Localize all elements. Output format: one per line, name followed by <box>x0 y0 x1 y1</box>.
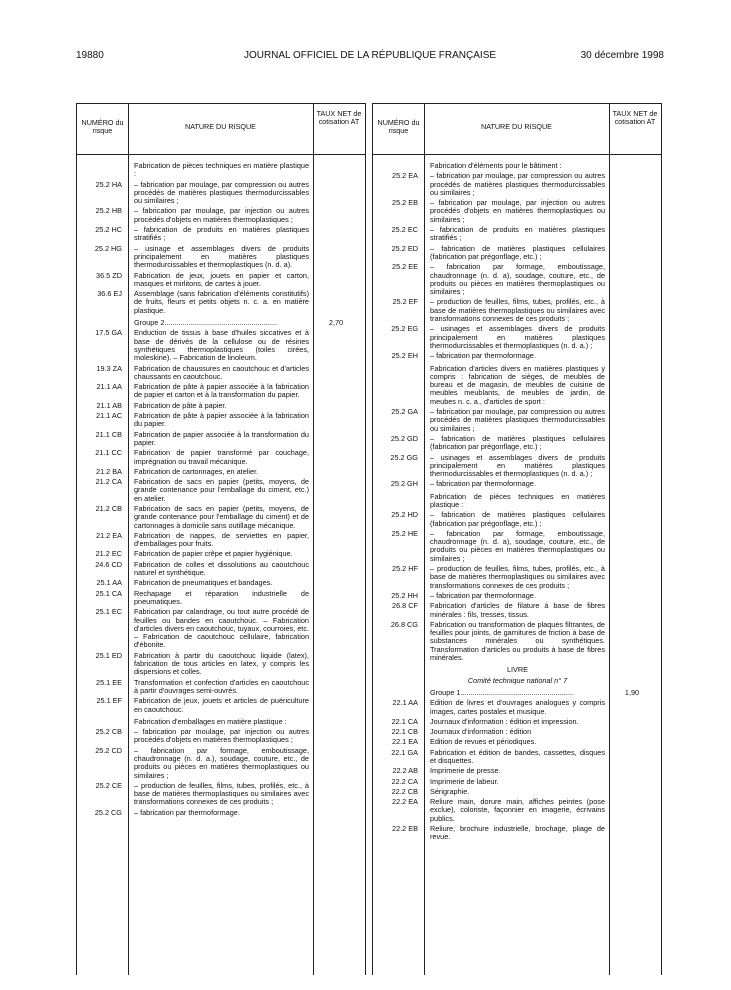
rate-value <box>609 162 655 170</box>
header-numero: NUMÉRO du risque <box>81 118 124 135</box>
risk-description: Edition de revues et périodiques. <box>430 737 537 747</box>
risk-description: Fabrication de jeux, jouets en papier et carton, masques et mirlitons, de cartes à jouer. <box>134 270 309 288</box>
risk-description: – fabrication de produits en matières plastiques stratifiés ; <box>430 225 605 243</box>
rate-value <box>313 245 359 270</box>
table-row <box>77 468 365 476</box>
rate-value <box>313 561 359 578</box>
risk-description: – fabrication par thermoformage. <box>430 479 536 489</box>
risk-description: Fabrication de pâte à papier. <box>134 400 227 410</box>
risk-description: – production de feuilles, films, tubes, profilés, etc., à base de matières thermoplastiques ou similaires avec transformations connexes de ces produits ; <box>430 297 605 324</box>
rate-value <box>313 449 359 466</box>
risk-description: Fabrication de papier transformé par couchage, imprégnation ou travail mécanique. <box>134 448 309 466</box>
risk-description: Fabrication de pneumatiques et bandages. <box>134 578 273 588</box>
rate-value <box>313 383 359 400</box>
table-row <box>373 728 661 736</box>
risk-code: 25.2 HG <box>94 243 122 253</box>
risk-description: Fabrication de chaussures en caoutchouc et d'articles chaussants en caoutchouc. <box>134 363 309 381</box>
risk-code <box>373 677 424 685</box>
rate-value <box>609 408 655 433</box>
risk-description: Reliure main, dorure main, affiches peintes (pose exclue), coloriste, façonnier en imagerie, écrivains publics. <box>430 797 605 823</box>
table-row <box>373 621 661 662</box>
risk-code: 21.2 CA <box>95 477 122 487</box>
risk-description: Groupe 2........................................................ <box>134 318 278 328</box>
risk-code: 26.8 CF <box>392 601 418 611</box>
risk-description: – production de feuilles, films, tubes, profilés, etc., à base de matières thermoplastiques ou similaires avec transformations connexes de ces produits ; <box>430 564 605 590</box>
rate-value <box>313 608 359 649</box>
risk-code: 17.5 GA <box>95 328 122 338</box>
risk-code: 22.1 AA <box>392 698 418 708</box>
table-row <box>373 778 661 786</box>
risk-description: Fabrication à partir du caoutchouc liquide (latex), fabrication de tous articles en latex, y compris les dispersions et colles. <box>134 650 309 677</box>
rate-value <box>609 245 655 262</box>
risk-description: Fabrication d'éléments pour le bâtiment : <box>430 161 562 170</box>
rate-value <box>609 325 655 350</box>
risk-description: Enduction de tissus à base d'huiles siccatives et à base de dérivés de la cellulose ou de résines synthétiques thermoplastiques (toiles cirées, moleskine). – Fabrication de linoleum. <box>134 328 309 363</box>
rate-value <box>609 435 655 452</box>
journal-title: JOURNAL OFFICIEL DE LA RÉPUBLIQUE FRANÇAISE <box>243 50 497 61</box>
table-row <box>373 298 661 323</box>
risk-code: 25.2 CE <box>95 780 122 790</box>
header-taux: TAUX NET de cotisation AT <box>612 109 658 126</box>
rate-value: 1,90 <box>624 687 640 697</box>
table-row <box>77 608 365 649</box>
risk-code <box>77 319 128 327</box>
rate-value <box>609 728 655 736</box>
risk-description: Imprimerie de labeur. <box>430 776 499 786</box>
risk-description: Fabrication de pâte à papier associée à la fabrication du papier. <box>134 411 309 429</box>
rate-value <box>609 677 655 685</box>
rate-value <box>609 825 655 842</box>
rate-value <box>609 565 655 590</box>
rate-value <box>313 329 359 362</box>
table-row <box>77 590 365 607</box>
table-row <box>77 809 365 817</box>
table-row <box>373 530 661 563</box>
risk-code: 36.6 EJ <box>97 289 122 299</box>
table-row <box>77 245 365 270</box>
risk-description: – fabrication par thermoformage. <box>430 351 536 361</box>
rate-value <box>609 365 655 406</box>
table-row <box>77 718 365 726</box>
table-row <box>77 319 365 327</box>
risk-code: 21.2 EC <box>95 549 122 559</box>
rate-value <box>313 290 359 315</box>
risk-code: 25.2 GH <box>390 479 418 489</box>
risk-description: – usinages et assemblages divers de produits principalement en matières plastiques thermodurcissables et thermoplastiques (n. d. a.) ; <box>430 452 605 479</box>
risk-description: Fabrication d'articles de filature à base de fibres minérales : fils, tresses, tissus. <box>430 601 605 619</box>
risk-description: Edition de livres et d'ouvrages analogues y compris images, cartes postales et musique. <box>430 698 605 716</box>
risk-description: – fabrication par formage, emboutissage, chaudronnage (n. d. a), soudage, couture, etc., de produits ou pièces en matières thermoplastiques ou similaires ; <box>430 262 605 297</box>
risk-description: Fabrication et édition de bandes, cassettes, disques et disquettes. <box>430 747 605 765</box>
table-row <box>373 699 661 716</box>
rate-value <box>609 511 655 528</box>
risk-code: 25.2 GD <box>390 433 418 443</box>
table-row <box>373 162 661 170</box>
table-row <box>77 652 365 677</box>
risk-code: 25.1 EC <box>95 607 122 617</box>
rate-value <box>313 550 359 558</box>
risk-code: 22.1 CB <box>391 727 418 737</box>
risk-description: – usinages et assemblages divers de produits principalement en matières plastiques thermodurcissables et thermoplastiques (n. d. a.) ; <box>430 324 605 350</box>
rate-value <box>313 272 359 289</box>
risk-description: Fabrication par calandrage, ou tout autre procédé de feuilles ou bandes en caoutchouc. – Fabrication d'articles divers en caoutchouc, tuyaux, courroies, etc. – Fabrication de caoutchouc cellulaire, fabrication d'ébonite. <box>134 607 309 650</box>
rate-value <box>313 679 359 696</box>
table-row <box>373 738 661 746</box>
risk-code <box>373 689 424 697</box>
risk-description: – production de feuilles, films, tubes, profilés, etc., à base de matières thermoplastiques ou similaires avec transformations connexes de ces produits ; <box>134 780 309 807</box>
table-header <box>77 103 365 155</box>
risk-code: 25.2 EF <box>392 297 418 307</box>
table-row <box>77 747 365 780</box>
risk-description: Rechapage et réparation industrielle de pneumatiques. <box>134 588 309 606</box>
header-numero: NUMÉRO du risque <box>377 118 420 135</box>
risk-code: 25.1 CA <box>95 588 122 598</box>
table-row <box>77 561 365 578</box>
risk-description: Fabrication de colles et dissolutions au caoutchouc naturel et synthétique. <box>134 559 309 578</box>
risk-code: 22.2 AB <box>392 766 418 776</box>
risk-code: 21.1 AB <box>96 400 122 410</box>
rate-value <box>313 207 359 224</box>
risk-code: 22.2 CA <box>391 776 418 786</box>
risk-code: 25.1 EE <box>96 677 122 687</box>
risk-description: – fabrication par moulage, par compression ou autres procédés de matières plastiques thermodurcissables ou similaires ; <box>430 407 605 433</box>
table-body <box>77 158 365 975</box>
table-row <box>373 825 661 842</box>
table-row <box>77 365 365 382</box>
table-row <box>77 449 365 466</box>
risk-code: 21.1 CB <box>95 429 122 439</box>
risk-code: 25.2 HC <box>95 225 122 235</box>
table-row <box>373 493 661 510</box>
page-number: 19880 <box>76 50 104 61</box>
table-row <box>373 749 661 766</box>
risk-code: 25.2 HF <box>392 564 418 574</box>
risk-code <box>77 718 128 726</box>
rate-value <box>313 162 359 179</box>
rate-value <box>313 412 359 429</box>
rate-value <box>609 263 655 296</box>
rate-value <box>313 365 359 382</box>
rate-value: 2,70 <box>328 318 344 328</box>
table-row <box>77 162 365 179</box>
table-row <box>373 718 661 726</box>
table-row <box>373 511 661 528</box>
table-row <box>77 402 365 410</box>
risk-description: Fabrication de pièces techniques en matière plastique : <box>134 161 309 179</box>
rate-value <box>609 226 655 243</box>
table-row <box>373 480 661 488</box>
risk-code <box>373 493 424 510</box>
rate-value <box>609 798 655 823</box>
table-row <box>373 408 661 433</box>
table-row <box>77 505 365 530</box>
risk-code: 21.2 CB <box>95 503 122 513</box>
risk-code: 25.2 HH <box>391 590 418 600</box>
risk-code <box>77 162 128 179</box>
rate-value <box>313 590 359 607</box>
table-header <box>373 103 661 155</box>
rate-value <box>609 493 655 510</box>
table-row <box>373 788 661 796</box>
risk-code: 22.2 EB <box>392 824 418 834</box>
risk-description: – usinage et assemblages divers de produits principalement en matières plastiques thermodurcissables et thermoplastiques (n. d. a). <box>134 243 309 270</box>
risk-code: 22.2 CB <box>391 786 418 796</box>
risk-description: Imprimerie de presse. <box>430 766 501 776</box>
risk-code: 25.2 CG <box>94 807 122 817</box>
table-row <box>373 602 661 619</box>
rate-value <box>313 652 359 677</box>
risk-code: 26.8 CG <box>390 619 418 629</box>
risk-description: Fabrication d'emballages en matière plastique : <box>134 716 287 726</box>
rate-value <box>313 809 359 817</box>
rate-value <box>313 747 359 780</box>
table-row <box>373 435 661 452</box>
risk-description: Comité technique national n° 7 <box>467 675 568 685</box>
rate-value <box>609 738 655 746</box>
table-row <box>77 383 365 400</box>
rate-value <box>313 226 359 243</box>
risk-description: Assemblage (sans fabrication d'éléments constitutifs) de fruits, fleurs et petits objets n. c. a. en matière plastique. <box>134 289 309 315</box>
rate-value <box>609 621 655 662</box>
risk-description: Fabrication de pièces techniques en matières plastique : <box>430 491 605 509</box>
risk-code: 25.2 EG <box>391 324 418 334</box>
risk-description: Fabrication de sacs en papier (petits, moyens, de grande contenance pour l'emballage du ciment) et de cartonnages à domicile sans outillage mécanique. <box>134 503 309 530</box>
table-row <box>77 226 365 243</box>
risk-description: Fabrication de papier crêpe et papier hygiénique. <box>134 549 293 559</box>
rate-value <box>313 697 359 714</box>
table-row <box>373 677 661 685</box>
risk-description: – fabrication de matières plastiques cellulaires (fabrication par prégonflage, etc.) ; <box>430 510 605 528</box>
table-row <box>77 181 365 206</box>
risk-description: Fabrication de nappes, de serviettes en papier, d'emballages pour fruits. <box>134 530 309 549</box>
risk-description: Journaux d'information : édition et impression. <box>430 716 579 726</box>
risk-code: 25.2 EB <box>392 198 418 208</box>
risk-description: – fabrication de matières plastiques cellulaires (fabrication par prégonflage, etc.) ; <box>430 243 605 261</box>
table-row <box>373 325 661 350</box>
risk-description: Transformation et confection d'articles en caoutchouc à partir d'ouvrages semi-ouvrés. <box>134 677 309 695</box>
risk-code: 25.2 EC <box>391 225 418 235</box>
rate-value <box>313 579 359 587</box>
table-row <box>373 172 661 197</box>
rate-value <box>609 172 655 197</box>
rate-value <box>609 788 655 796</box>
rate-value <box>609 480 655 488</box>
risk-code: 24.6 CD <box>95 559 122 569</box>
table-row <box>77 697 365 714</box>
risk-code <box>373 666 424 674</box>
risk-code: 21.2 BA <box>96 466 122 476</box>
rate-value <box>609 778 655 786</box>
risk-code: 36.5 ZD <box>96 270 122 280</box>
rate-value <box>609 454 655 479</box>
rate-value <box>609 749 655 766</box>
table-row <box>373 592 661 600</box>
risk-description: Journaux d'information : édition <box>430 727 532 737</box>
risk-code: 22.1 GA <box>391 747 418 757</box>
risk-code: 25.2 HB <box>95 206 122 216</box>
table-row <box>373 365 661 406</box>
table-row <box>373 245 661 262</box>
risk-description: Fabrication de jeux, jouets et articles de puériculture en caoutchouc. <box>134 696 309 714</box>
risk-code: 25.2 HD <box>391 510 418 520</box>
risk-code: 21.1 CC <box>95 448 122 458</box>
risk-description: – fabrication par formage, emboutissage, chaudronnage (n. d. a.), soudage, couture, etc., de produits ou pièces en matières thermoplastiques ou similaires ; <box>134 745 309 780</box>
header-nature: NATURE DU RISQUE <box>185 122 256 131</box>
table-row <box>373 666 661 674</box>
rate-value <box>609 352 655 360</box>
risk-description: LIVRE <box>506 665 529 675</box>
risk-description: – fabrication par moulage, par injection ou autres procédés d'objets en matières thermoplastiques ou similaires ; <box>430 198 605 224</box>
table-row <box>77 579 365 587</box>
risk-code: 22.1 EA <box>392 737 418 747</box>
rate-value <box>609 530 655 563</box>
risk-description: – fabrication de produits en matières plastiques stratifiés ; <box>134 225 309 243</box>
rate-value <box>313 782 359 807</box>
rate-value <box>313 478 359 503</box>
page-header <box>76 50 664 64</box>
risk-description: – fabrication par thermoformage. <box>430 590 536 600</box>
rate-value <box>313 532 359 549</box>
risk-description: – fabrication par thermoformage. <box>134 807 240 817</box>
table-row <box>77 679 365 696</box>
rate-value <box>313 431 359 448</box>
risk-description: – fabrication de matières plastiques cellulaires (fabrication par prégonflage, etc.) ; <box>430 433 605 452</box>
risk-code: 25.2 HE <box>391 528 418 538</box>
right-table <box>372 103 662 975</box>
table-row <box>373 199 661 224</box>
risk-code: 25.2 GG <box>390 452 418 462</box>
table-row <box>77 431 365 448</box>
risk-description: Reliure, brochure industrielle, brochage, pliage de revue. <box>430 824 605 842</box>
risk-description: Groupe 1........................................................ <box>430 687 574 697</box>
risk-description: Fabrication ou transformation de plaques filtrantes, de feuilles pour joints, de garnitures de friction à base de substances minérales ou synthétiques. Transformation d'articles ou produits à base de fibres minérales. <box>430 619 605 663</box>
risk-description: Fabrication d'articles divers en matières plastiques y compris : fabrication de sièges, de meubles de bureau et de magasin, de meubles de cuisine de meubles meublants, de meubles de jardin, de meubes n. c. a., d'articles de sport : <box>430 363 605 406</box>
header-taux: TAUX NET de cotisation AT <box>316 109 362 126</box>
table-row <box>373 798 661 823</box>
table-row <box>373 565 661 590</box>
rate-value <box>609 592 655 600</box>
risk-code: 21.1 AA <box>96 382 122 392</box>
rate-value <box>313 181 359 206</box>
risk-description: – fabrication par moulage, par injection ou autres procédés d'objets en matières thermoplastiques ; <box>134 206 309 224</box>
table-row <box>373 767 661 775</box>
table-row <box>77 272 365 289</box>
rate-value <box>313 505 359 530</box>
table-row <box>77 478 365 503</box>
table-row <box>77 782 365 807</box>
risk-code: 25.2 EE <box>392 262 418 272</box>
risk-code: 25.2 EH <box>391 351 418 361</box>
rate-value <box>609 666 655 674</box>
rate-value <box>609 699 655 716</box>
risk-code <box>373 365 424 406</box>
table-row <box>373 454 661 479</box>
risk-code: 25.2 CB <box>95 727 122 737</box>
risk-code: 25.2 CD <box>95 745 122 755</box>
risk-description: Fabrication de pâte à papier associée à la fabrication de papier et carton et à la transformation du papier. <box>134 382 309 400</box>
table-row <box>373 263 661 296</box>
risk-description: – fabrication par moulage, par compression ou autres procédés de matières plastiques thermodurcissables ou similaires ; <box>430 171 605 197</box>
risk-code: 25.2 GA <box>391 407 418 417</box>
left-table <box>76 103 366 975</box>
rate-value <box>609 767 655 775</box>
risk-description: Fabrication de papier associée à la transformation du papier. <box>134 429 309 447</box>
table-row <box>373 689 661 697</box>
table-row <box>77 329 365 362</box>
risk-description: – fabrication par formage, emboutissage, chaudronnage (n. d. a), soudage, couture, etc., de produits ou pièces en matières thermoplastiques ou similaires ; <box>430 528 605 563</box>
rate-value <box>313 718 359 726</box>
risk-description: Fabrication de sacs en papier (petits, moyens, de grande contenance pour l'emballage du ciment, etc.) en atelier. <box>134 477 309 503</box>
risk-code: 19.3 ZA <box>96 363 122 373</box>
rate-value <box>609 298 655 323</box>
risk-code: 25.2 ED <box>391 243 418 253</box>
table-body <box>373 158 661 975</box>
rate-value <box>609 199 655 224</box>
rate-value <box>313 468 359 476</box>
risk-code: 21.2 EA <box>96 530 122 540</box>
table-row <box>373 226 661 243</box>
table-row <box>77 412 365 429</box>
risk-code: 25.1 ED <box>95 650 122 660</box>
risk-code: 22.1 CA <box>391 716 418 726</box>
rate-value <box>313 728 359 745</box>
risk-code <box>373 162 424 170</box>
risk-description: Fabrication de cartonnages, en atelier. <box>134 466 259 476</box>
risk-description: – fabrication par moulage, par injection ou autres procédés d'objets en matières thermoplastiques ; <box>134 727 309 745</box>
risk-code: 25.2 EA <box>392 171 418 181</box>
table-row <box>77 290 365 315</box>
risk-code: 21.1 AC <box>96 411 122 421</box>
table-row <box>77 207 365 224</box>
risk-description: Sérigraphie. <box>430 786 470 796</box>
risk-code: 22.2 EA <box>392 797 418 807</box>
table-row <box>77 728 365 745</box>
risk-code: 25.1 AA <box>96 578 122 588</box>
header-nature: NATURE DU RISQUE <box>481 122 552 131</box>
risk-description: – fabrication par moulage, par compression ou autres procédés de matières plastiques thermodurcissables ou similaires ; <box>134 179 309 206</box>
risk-code: 25.2 HA <box>95 179 122 189</box>
rate-value <box>609 718 655 726</box>
table-row <box>77 550 365 558</box>
table-row <box>77 532 365 549</box>
risk-code: 25.1 EF <box>96 696 122 706</box>
rate-value <box>313 402 359 410</box>
rate-value <box>609 602 655 619</box>
table-row <box>373 352 661 360</box>
publication-date: 30 décembre 1998 <box>580 50 664 61</box>
